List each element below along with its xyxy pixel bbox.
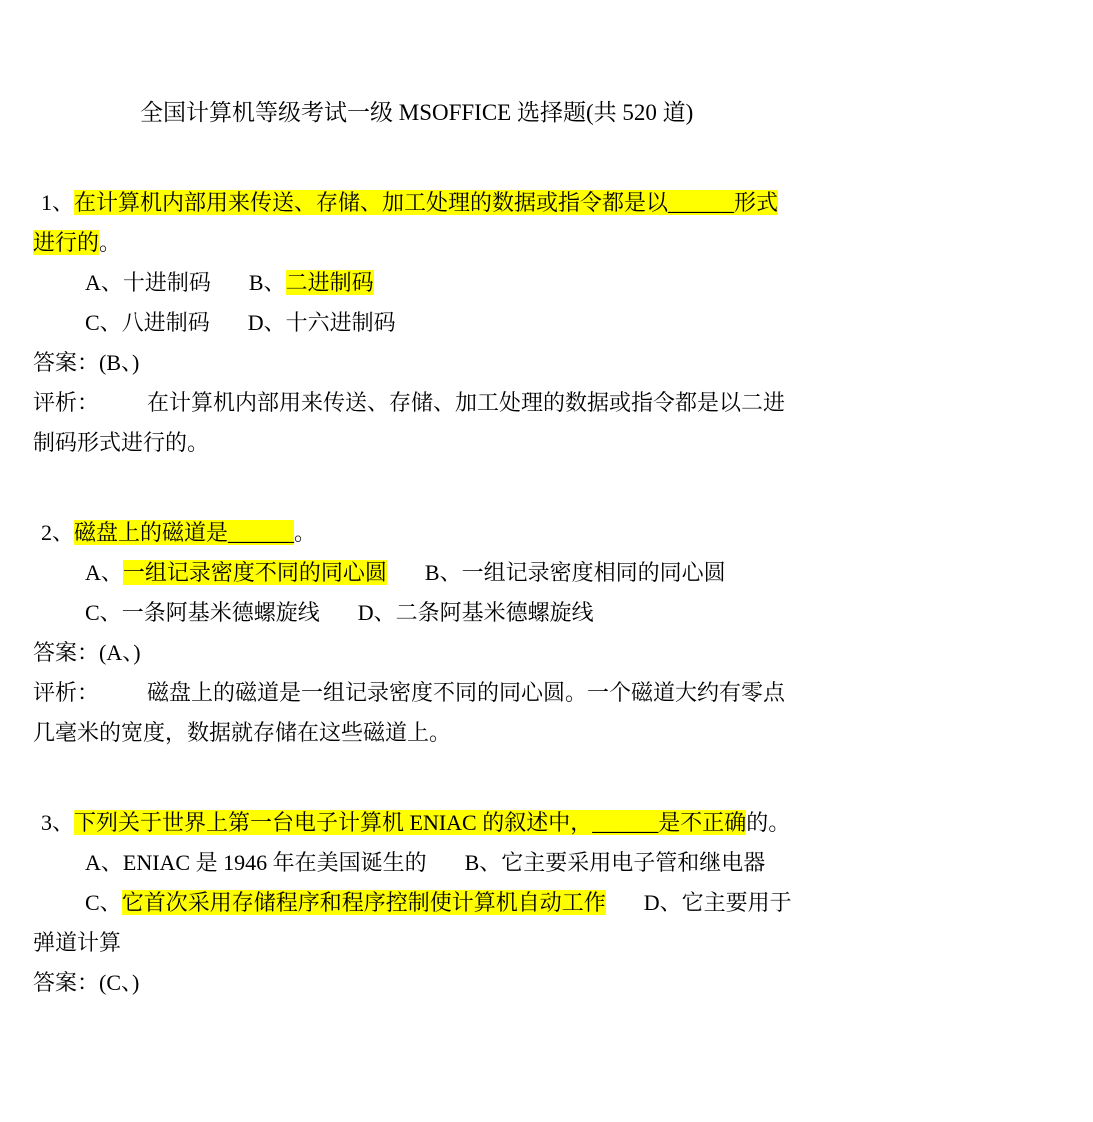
option-d <box>358 600 594 625</box>
option-c <box>85 890 606 915</box>
answer-value: (B、) <box>99 350 140 375</box>
question-2-options-row-1 <box>33 553 793 593</box>
option-a <box>85 270 211 295</box>
question-1-number: 1、 <box>41 190 75 215</box>
option-a-label: A、 <box>85 560 123 585</box>
option-c-label: C、 <box>85 310 122 335</box>
question-3-number: 3、 <box>41 810 75 835</box>
question-2-stem-highlight: 磁盘上的磁道是______ <box>74 520 295 545</box>
question-3-stem-tail: 的。 <box>746 810 791 835</box>
question-2-options-row-2 <box>33 593 793 633</box>
question-1-answer <box>33 343 793 383</box>
question-2-stem <box>33 513 793 553</box>
option-c-text: 八进制码 <box>121 310 210 335</box>
question-3-answer <box>33 963 793 1003</box>
option-c <box>85 310 210 335</box>
option-c-label: C、 <box>85 600 122 625</box>
question-3 <box>33 803 793 1003</box>
option-a <box>85 850 427 875</box>
option-d-label: D、 <box>643 890 682 915</box>
question-2-number: 2、 <box>41 520 75 545</box>
option-b-text: 二进制码 <box>285 270 374 295</box>
answer-value: (A、) <box>99 640 141 665</box>
question-2-stem-tail: 。 <box>294 520 317 545</box>
option-c-label: C、 <box>85 890 122 915</box>
question-1-stem-highlight: 在计算机内部用来传送、存储、加工处理的数据或指令都是以______形式进行的 <box>33 190 779 255</box>
question-1-analysis <box>33 383 793 463</box>
option-d-label: D、 <box>357 600 396 625</box>
answer-value: (C、) <box>99 970 140 995</box>
question-2 <box>33 513 793 753</box>
option-c <box>85 600 320 625</box>
question-1-stem-tail: 。 <box>99 230 122 255</box>
option-b <box>465 850 766 875</box>
question-3-stem-highlight: 下列关于世界上第一台电子计算机 ENIAC 的叙述中，______是不正确 <box>74 810 747 835</box>
question-2-analysis <box>33 673 793 753</box>
question-1 <box>33 183 793 463</box>
option-a-text: ENIAC 是 1946 年在美国诞生的 <box>122 850 427 875</box>
question-2-answer <box>33 633 793 673</box>
option-b <box>425 560 726 585</box>
option-a-label: A、 <box>85 270 123 295</box>
question-3-stem <box>33 803 793 843</box>
option-d-text: 它主要用于弹道计算 <box>33 890 792 955</box>
option-c-text: 它首次采用存储程序和程序控制使计算机自动工作 <box>121 890 606 915</box>
option-b-text: 它主要采用电子管和继电器 <box>501 850 766 875</box>
question-3-options-row-1 <box>33 843 793 883</box>
analysis-text: 磁盘上的磁道是一组记录密度不同的同心圆。一个磁道大约有零点几毫米的宽度，数据就存储在这些磁道上。 <box>33 680 786 745</box>
option-b-label: B、 <box>424 560 462 585</box>
question-3-options-row-2 <box>33 883 793 963</box>
answer-label: 答案： <box>33 350 100 375</box>
option-b <box>249 270 374 295</box>
answer-label: 答案： <box>33 970 100 995</box>
option-d-text: 二条阿基米德螺旋线 <box>395 600 594 625</box>
question-1-options-row-1 <box>33 263 793 303</box>
option-c-text: 一条阿基米德螺旋线 <box>121 600 320 625</box>
option-a <box>85 560 387 585</box>
option-a-text: 十进制码 <box>122 270 211 295</box>
option-d <box>248 310 396 335</box>
option-d-text: 十六进制码 <box>285 310 396 335</box>
answer-label: 答案： <box>33 640 100 665</box>
option-b-text: 一组记录密度相同的同心圆 <box>461 560 726 585</box>
analysis-text: 在计算机内部用来传送、存储、加工处理的数据或指令都是以二进制码形式进行的。 <box>33 390 786 455</box>
option-d-label: D、 <box>247 310 286 335</box>
question-1-stem <box>33 183 793 263</box>
option-b-label: B、 <box>464 850 502 875</box>
analysis-label: 评析： <box>33 680 100 705</box>
option-b-label: B、 <box>248 270 286 295</box>
question-1-options-row-2 <box>33 303 793 343</box>
analysis-label: 评析： <box>33 390 100 415</box>
option-a-text: 一组记录密度不同的同心圆 <box>122 560 387 585</box>
document-title: 全国计算机等级考试一级 MSOFFICE 选择题(共 520 道) <box>140 100 694 125</box>
option-a-label: A、 <box>85 850 123 875</box>
